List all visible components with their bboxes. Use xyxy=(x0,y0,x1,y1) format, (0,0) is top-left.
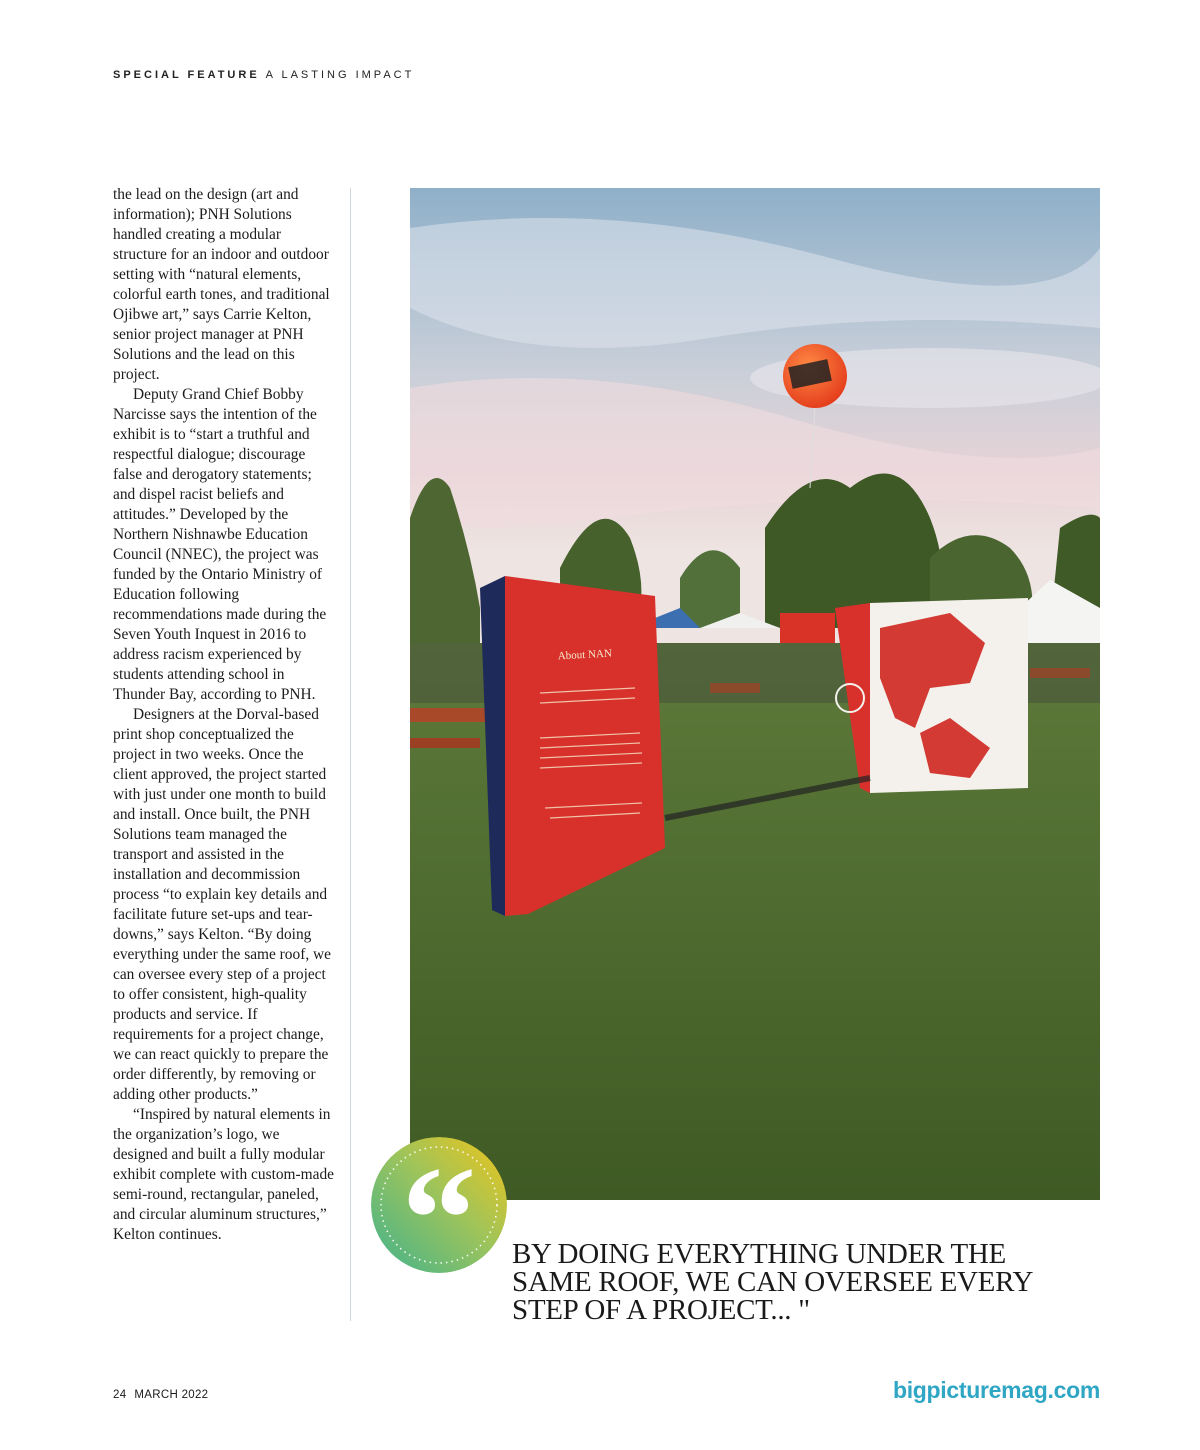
section-subtitle: A LASTING IMPACT xyxy=(265,69,415,81)
section-label: SPECIAL FEATURE xyxy=(113,69,260,81)
section-header xyxy=(113,69,414,81)
exhibit-photo xyxy=(410,188,1100,1200)
page-number: 24 xyxy=(113,1389,127,1401)
article-paragraph: Deputy Grand Chief Bobby Narcisse says the intention of the exhibit is to “start a truthful and respectful dialogue; discourage false and derogatory statements; and dispel racist beliefs and attitudes.” Developed by the Northern Nishnawbe Education Council (NNEC), the project was funded by the Ontario Ministry of Education following recommendations made during the Seven Youth Inquest in 2016 to address racism experienced by students attending school in Thunder Bay, according to PNH. xyxy=(113,386,327,703)
quote-badge-icon xyxy=(371,1137,507,1273)
article-paragraph: “Inspired by natural elements in the organization’s logo, we designed and built a fully modular exhibit complete with custom-made semi-round, rectangular, paneled, and circular aluminum structures,” Kelton continues. xyxy=(113,1106,334,1243)
quote-mark: “ xyxy=(401,1137,477,1273)
website-link[interactable]: bigpicturemag.com xyxy=(892,1377,1100,1403)
column-divider xyxy=(350,188,351,1321)
article-paragraph: Designers at the Dorval-based print shop conceptualized the project in two weeks. Once the client approved, the project started with just under one month to build and install. Once built, the PNH Solutions team managed the transport and assisted in the installation and decommission process “to explain key details and facilitate future set-ups and tear-downs,” says Kelton. “By doing everything under the same roof, we can oversee every step of a project to offer consistent, high-quality products and service. If requirements for a project change, we can react quickly to prepare the order differently, by removing or adding other products.” xyxy=(113,706,331,1103)
issue-date: MARCH 2022 xyxy=(134,1389,209,1401)
panel-title: About NAN xyxy=(557,647,613,663)
page-footer xyxy=(113,1389,208,1401)
pull-quote: BY DOING EVERYTHING UNDER THE SAME ROOF, WE CAN OVERSEE EVERY STEP OF A PROJECT... " xyxy=(512,1238,1033,1326)
article-column xyxy=(113,185,335,1245)
article-paragraph: the lead on the design (art and information); PNH Solutions handled creating a modular structure for an indoor and outdoor setting with “natural elements, colorful earth tones, and traditional Ojibwe art,” says Carrie Kelton, senior project manager at PNH Solutions and the lead on this project. xyxy=(113,186,330,383)
